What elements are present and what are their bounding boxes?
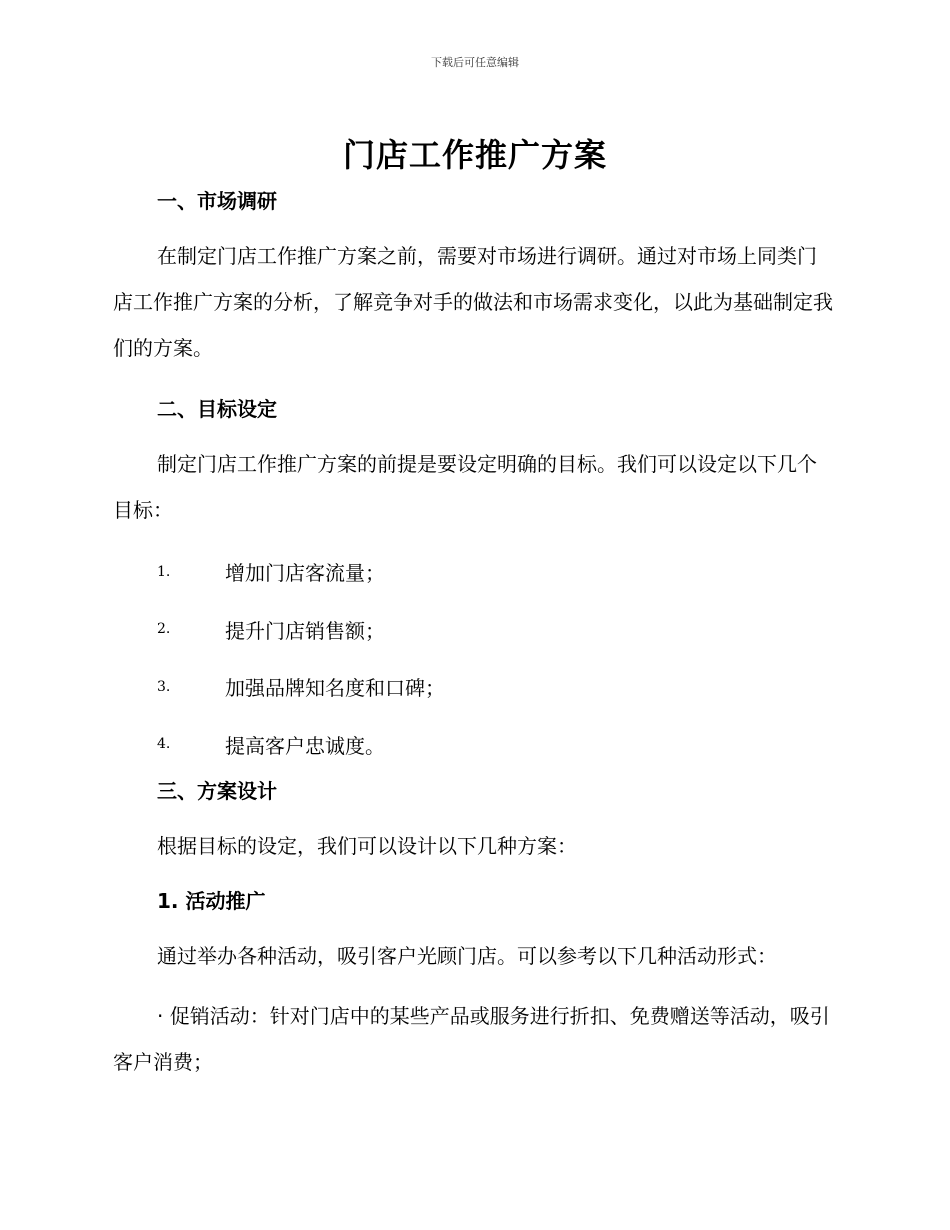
document-body — [113, 183, 833, 1085]
list-number: 4. — [157, 736, 171, 753]
list-text: 提高客户忠诚度。 — [225, 733, 385, 758]
sub-body-activity: 通过举办各种活动，吸引客户光顾门店。可以参考以下几种活动形式： — [157, 944, 777, 968]
list-item — [113, 658, 833, 716]
list-item — [113, 716, 833, 774]
list-number: 1. — [157, 563, 171, 580]
bullet-item-promotion: · 促销活动：针对门店中的某些产品或服务进行折扣、免费赠送等活动，吸引客户消费； — [113, 1004, 830, 1074]
list-text: 增加门店客流量； — [225, 561, 385, 586]
list-number: 3. — [157, 678, 171, 695]
section-heading-goals: 二、目标设定 — [157, 397, 277, 421]
header-note: 下载后可任意编辑 — [431, 56, 519, 69]
section-body-goals: 制定门店工作推广方案的前提是要设定明确的目标。我们可以设定以下几个目标： — [113, 452, 817, 522]
sub-heading-activity: 1. 活动推广 — [157, 889, 266, 913]
document-title: 门店工作推广方案 — [342, 136, 607, 174]
list-text: 加强品牌知名度和口碑； — [225, 676, 445, 701]
list-item — [113, 601, 833, 659]
list-number: 2. — [157, 621, 171, 638]
section-body-market: 在制定门店工作推广方案之前，需要对市场进行调研。通过对市场上同类门店工作推广方案的分析，了解竞争对手的做法和市场需求变化，以此为基础制定我们的方案。 — [113, 244, 833, 360]
list-item — [113, 543, 833, 601]
list-text: 提升门店销售额； — [225, 618, 385, 643]
section-intro-design: 根据目标的设定，我们可以设计以下几种方案： — [157, 834, 577, 858]
goals-list — [113, 543, 833, 773]
section-heading-market: 一、市场调研 — [157, 189, 277, 213]
section-heading-design: 三、方案设计 — [157, 779, 277, 803]
